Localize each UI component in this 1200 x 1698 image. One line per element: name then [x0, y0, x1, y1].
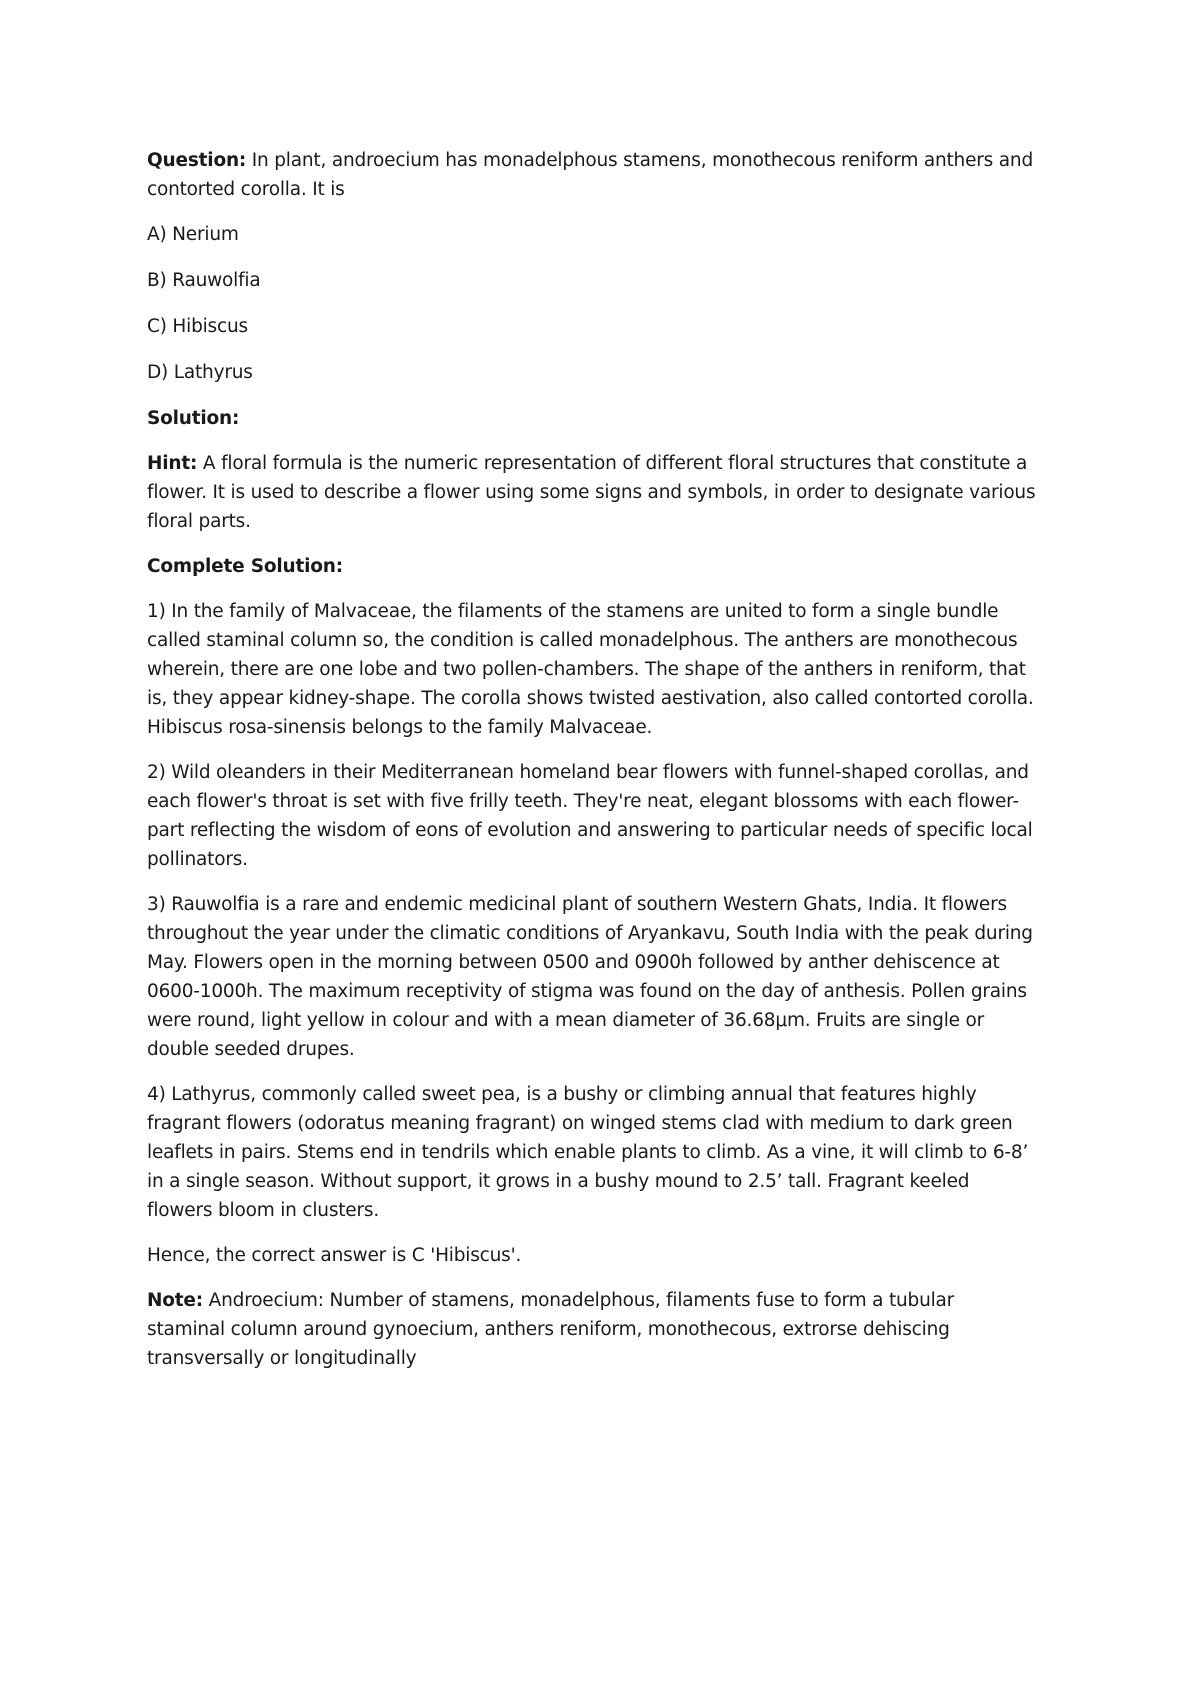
note-label: Note: — [147, 1290, 203, 1311]
option-a: A) Nerium — [147, 224, 239, 245]
hint-paragraph — [147, 449, 1037, 536]
solution-heading: Solution: — [147, 408, 240, 429]
solution-point-4: 4) Lathyrus, commonly called sweet pea, is a bushy or climbing annual that features highly fragrant flowers (odoratus meaning fragrant) on winged stems clad with medium to dark green leaflets in pairs. Stems end in tendrils which enable plants to climb. As a vine, it will climb to 6-8’ in a single season. Without support, it grows in a bushy mound to 2.5’ tall. Fragrant keeled flowers bloom in clusters. — [147, 1084, 1029, 1221]
solution-point-3: 3) Rauwolfia is a rare and endemic medicinal plant of southern Western Ghats, India. It flowers throughout the year under the climatic conditions of Aryankavu, South India with the peak during May. Flowers open in the morning between 0500 and 0900h followed by anther dehiscence at 0600-1000h. The maximum receptivity of stigma was found on the day of anthesis. Pollen grains were round, light yellow in colour and with a mean diameter of 36.68μm. Fruits are single or double seeded drupes. — [147, 894, 1033, 1060]
solution-point-2: 2) Wild oleanders in their Mediterranean homeland bear flowers with funnel-shaped corollas, and each flower's throat is set with five frilly teeth. They're neat, elegant blossoms with each flower-part reflecting the wisdom of eons of evolution and answering to particular needs of specific local pollinators. — [147, 762, 1033, 870]
question-text: In plant, androecium has monadelphous stamens, monothecous reniform anthers and contorted corolla. It is — [147, 150, 1033, 200]
option-c: C) Hibiscus — [147, 316, 248, 337]
note-paragraph — [147, 1286, 1037, 1373]
option-b: B) Rauwolfia — [147, 270, 261, 291]
complete-solution-heading: Complete Solution: — [147, 556, 343, 577]
hint-text: A floral formula is the numeric representation of different floral structures that constitute a flower. It is used to describe a flower using some signs and symbols, in order to designate various floral parts. — [147, 453, 1036, 532]
answer-paragraph: Hence, the correct answer is C 'Hibiscus'. — [147, 1245, 522, 1266]
document-body — [147, 146, 1037, 1389]
question-label: Question: — [147, 150, 247, 171]
solution-point-1: 1) In the family of Malvaceae, the filaments of the stamens are united to form a single bundle called staminal column so, the condition is called monadelphous. The anthers are monothecous wherein, there are one lobe and two pollen-chambers. The shape of the anthers in reniform, that is, they appear kidney-shape. The corolla shows twisted aestivation, also called contorted corolla. Hibiscus rosa-sinensis belongs to the family Malvaceae. — [147, 601, 1034, 738]
note-text: Androecium: Number of stamens, monadelphous, filaments fuse to form a tubular staminal column around gynoecium, anthers reniform, monothecous, extrorse dehiscing transversally or longitudinally — [147, 1290, 955, 1369]
hint-label: Hint: — [147, 453, 198, 474]
question-paragraph — [147, 146, 1037, 204]
option-d: D) Lathyrus — [147, 362, 253, 383]
